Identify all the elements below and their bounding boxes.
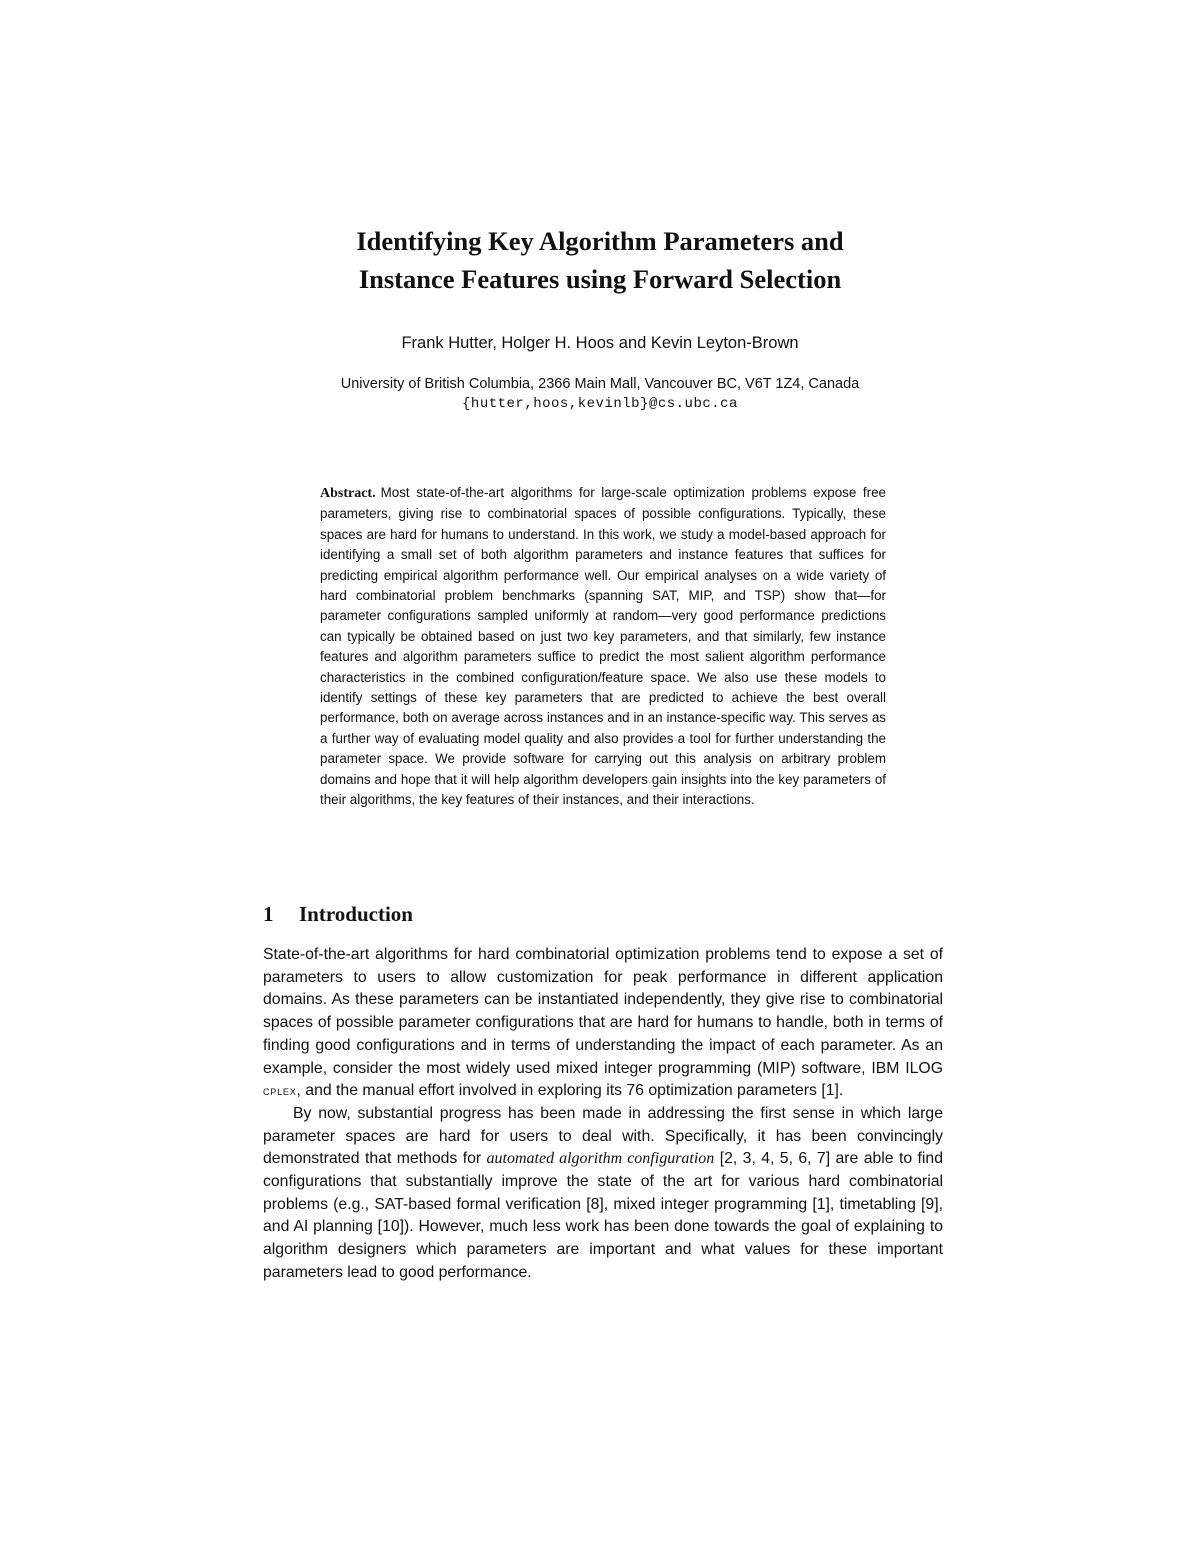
paper-title [200,222,1000,298]
section-heading-introduction [263,900,413,928]
emphasized-term: automated algorithm configuration [486,1150,715,1168]
paragraph-2-text-b: [2, 3, 4, 5, 6, 7] are able to find configurations that substantially improve the state of the art for various hard combinatorial problems (e.g., SAT-based formal verification [8], mixed integer programming [1], timetabling [9], and AI planning [10]). However, much less work has been done towards the goal of explaining to algorithm designers which parameters are important and what values for these important parameters lead to good performance. [263,1150,943,1281]
title-line-2: Instance Features using Forward Selection [358,264,842,294]
introduction-body [263,944,943,1285]
paragraph-2-text-a: By now, substantial progress has been made in addressing the first sense in which large parameter spaces are hard for users to deal with. Specifically, it has been convincingly demonstrated that methods for [263,1104,943,1168]
author-list: Frank Hutter, Holger H. Hoos and Kevin Leyton-Brown [401,334,799,352]
affiliation-address: University of British Columbia, 2366 Main Mall, Vancouver BC, V6T 1Z4, Canada [340,376,860,392]
abstract-text: Most state-of-the-art algorithms for large-scale optimization problems expose free parameters, giving rise to combinatorial spaces of possible configurations. Typically, these spaces are hard for humans to understand. In this work, we study a model-based approach for identifying a small set of both algorithm parameters and instance features that suffices for predicting empirical algorithm performance well. Our empirical analyses on a wide variety of hard combinatorial problem benchmarks (spanning SAT, MIP, and TSP) show that—for parameter configurations sampled uniformly at random—very good performance predictions can typically be obtained based on just two key parameters, and that similarly, few instance features and algorithm parameters suffice to predict the most salient algorithm performance characteristics in the combined configuration/feature space. We also use these models to identify settings of these key parameters that are predicted to achieve the best overall performance, both on average across instances and in an instance-specific way. This serves as a further way of evaluating model quality and also provides a tool for further understanding the parameter space. We provide software for carrying out this analysis on arbitrary problem domains and hope that it will help algorithm developers gain insights into the key parameters of their algorithms, the key features of their instances, and their interactions. [320,485,886,808]
affiliation-block [200,374,1000,414]
section-title: Introduction [299,902,413,926]
title-line-1: Identifying Key Algorithm Parameters and [356,226,844,256]
abstract [320,483,886,811]
cplex-name: cplex [263,1084,297,1099]
paragraph-1-text-b: , and the manual effort involved in exploring its 76 optimization parameters [1]. [296,1082,844,1100]
paragraph-2 [263,1103,943,1285]
paragraph-1 [263,944,943,1103]
author-emails: {hutter,hoos,kevinlb}@cs.ubc.ca [462,396,738,412]
section-number: 1 [263,902,274,926]
abstract-label: Abstract. [320,486,376,501]
paragraph-1-text-a: State-of-the-art algorithms for hard combinatorial optimization problems tend to expose a set of parameters to users to allow customization for peak performance in different application domains. As these parameters can be instantiated independently, they give rise to combinatorial spaces of possible parameter configurations that are hard for humans to handle, both in terms of finding good configurations and in terms of understanding the impact of each parameter. As an example, consider the most widely used mixed integer programming (MIP) software, IBM ILOG [263,946,943,1077]
